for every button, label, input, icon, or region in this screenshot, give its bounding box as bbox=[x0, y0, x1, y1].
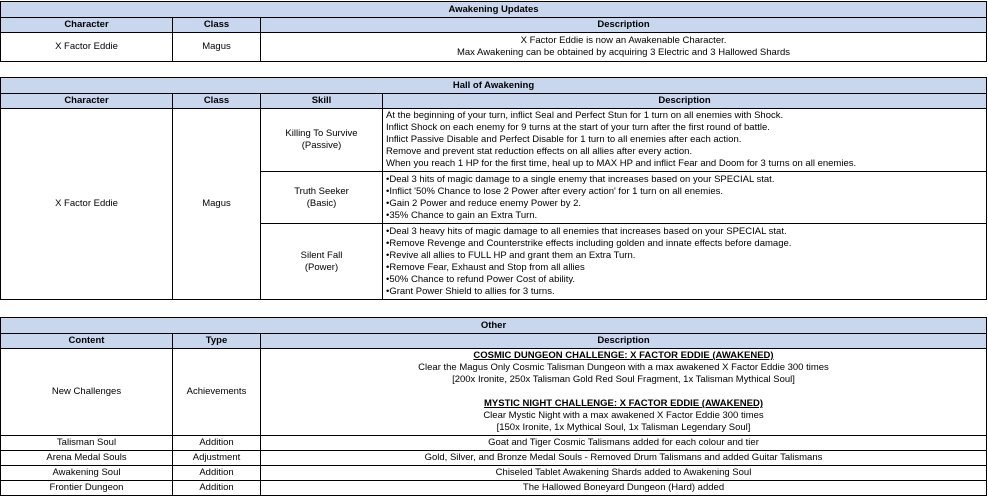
header-content: Content bbox=[1, 334, 173, 349]
content-cell: Awakening Soul bbox=[1, 466, 173, 481]
skill-type: (Basic) bbox=[306, 197, 337, 209]
challenges-description bbox=[261, 349, 987, 436]
content-cell: New Challenges bbox=[1, 349, 173, 436]
skill-line: • Inflict '50% Chance to lose 2 Power after every action' for 1 turn on all enemies. bbox=[386, 186, 983, 198]
skill-line: • Grant Power Shield to allies for 3 turns. bbox=[386, 286, 983, 298]
skill-line: Inflict Passive Disable and Perfect Disable for 1 turn to all enemies after each action. bbox=[386, 134, 742, 145]
other-title: Other bbox=[1, 318, 987, 334]
header-class: Class bbox=[173, 94, 261, 109]
mystic-challenge-reward: [150x Ironite, 1x Mythical Soul, 1x Talisman Legendary Soul] bbox=[496, 422, 751, 433]
mystic-challenge-text: Clear Mystic Night with a max awakened X Factor Eddie 300 times bbox=[483, 410, 764, 421]
header-description: Description bbox=[383, 94, 987, 109]
hall-of-awakening-table bbox=[0, 77, 987, 300]
description-line: X Factor Eddie is now an Awakenable Character. bbox=[520, 35, 727, 46]
type-cell: Addition bbox=[173, 436, 261, 451]
skill-cell-truth-seeker bbox=[261, 172, 383, 224]
header-type: Type bbox=[173, 334, 261, 349]
skill-line: • Revive all allies to FULL HP and grant them an Extra Turn. bbox=[386, 250, 983, 262]
skill-cell-silent-fall bbox=[261, 224, 383, 300]
description-cell: The Hallowed Boneyard Dungeon (Hard) added bbox=[261, 481, 987, 496]
description-line: Max Awakening can be obtained by acquiring 3 Electric and 3 Hallowed Shards bbox=[456, 47, 791, 58]
skill-type: (Passive) bbox=[301, 140, 342, 151]
skill-description bbox=[383, 172, 987, 224]
skill-line: • Deal 3 heavy hits of magic damage to all enemies that increases based on your SPECIAL stat. bbox=[386, 226, 983, 238]
mystic-challenge-heading: MYSTIC NIGHT CHALLENGE: X FACTOR EDDIE (AWAKENED) bbox=[483, 398, 764, 409]
character-cell: X Factor Eddie bbox=[1, 33, 173, 62]
content-cell: Arena Medal Souls bbox=[1, 451, 173, 466]
skill-line: • Gain 2 Power and reduce enemy Power by 2. bbox=[386, 198, 983, 210]
skill-description bbox=[383, 224, 987, 300]
skill-line: • Remove Fear, Exhaust and Stop from all allies bbox=[386, 262, 983, 274]
spacer bbox=[264, 386, 983, 398]
type-cell: Achievements bbox=[173, 349, 261, 436]
type-cell: Adjustment bbox=[173, 451, 261, 466]
header-skill: Skill bbox=[261, 94, 383, 109]
skill-name: Killing To Survive bbox=[285, 128, 358, 139]
skill-line: Inflict Shock on each enemy for 9 turns at the start of your turn after the first round of battle. bbox=[386, 122, 770, 133]
class-cell: Magus bbox=[173, 33, 261, 62]
description-cell: Goat and Tiger Cosmic Talismans added for each colour and tier bbox=[261, 436, 987, 451]
skill-line: • 35% Chance to gain an Extra Turn. bbox=[386, 210, 983, 222]
description-cell: Gold, Silver, and Bronze Medal Souls - Removed Drum Talismans and added Guitar Talismans bbox=[261, 451, 987, 466]
type-cell: Addition bbox=[173, 466, 261, 481]
content-cell: Frontier Dungeon bbox=[1, 481, 173, 496]
skill-type: (Power) bbox=[304, 261, 339, 273]
awakening-updates-table bbox=[0, 1, 987, 62]
skill-line: When you reach 1 HP for the first time, heal up to MAX HP and inflict Fear and Doom for 3 turns on all enemies. bbox=[386, 158, 857, 169]
description-cell: Chiseled Tablet Awakening Shards added to Awakening Soul bbox=[261, 466, 987, 481]
skill-cell-killing-to-survive bbox=[261, 109, 383, 172]
header-character: Character bbox=[1, 18, 173, 33]
skill-line: • Deal 3 hits of magic damage to a single enemy that increases based on your SPECIAL stat. bbox=[386, 174, 983, 186]
hall-of-awakening-title: Hall of Awakening bbox=[1, 78, 987, 94]
character-cell: X Factor Eddie bbox=[1, 109, 173, 300]
skill-line: • 50% Chance to refund Power Cost of ability. bbox=[386, 274, 983, 286]
awakening-updates-title: Awakening Updates bbox=[1, 2, 987, 18]
skill-line: At the beginning of your turn, inflict Seal and Perfect Stun for 1 turn on all enemies with Shock. bbox=[386, 110, 784, 121]
cosmic-challenge-heading: COSMIC DUNGEON CHALLENGE: X FACTOR EDDIE (AWAKENED) bbox=[473, 350, 774, 361]
header-class: Class bbox=[173, 18, 261, 33]
cosmic-challenge-text: Clear the Magus Only Cosmic Talisman Dungeon with a max awakened X Factor Eddie 300 times bbox=[418, 362, 829, 373]
content-cell: Talisman Soul bbox=[1, 436, 173, 451]
skill-name: Truth Seeker bbox=[294, 185, 349, 197]
skill-name: Silent Fall bbox=[300, 249, 343, 261]
skill-line: Remove and prevent stat reduction effects on all allies after every action. bbox=[386, 146, 693, 157]
skill-line: • Remove Revenge and Counterstrike effects including golden and innate effects before damage. bbox=[386, 238, 983, 250]
cosmic-challenge-reward: [200x Ironite, 250x Talisman Gold Red Soul Fragment, 1x Talisman Mythical Soul] bbox=[452, 374, 795, 385]
description-cell bbox=[261, 33, 987, 62]
header-description: Description bbox=[261, 334, 987, 349]
type-cell: Addition bbox=[173, 481, 261, 496]
skill-description bbox=[383, 109, 987, 172]
header-character: Character bbox=[1, 94, 173, 109]
class-cell: Magus bbox=[173, 109, 261, 300]
other-table bbox=[0, 317, 987, 496]
header-description: Description bbox=[261, 18, 987, 33]
